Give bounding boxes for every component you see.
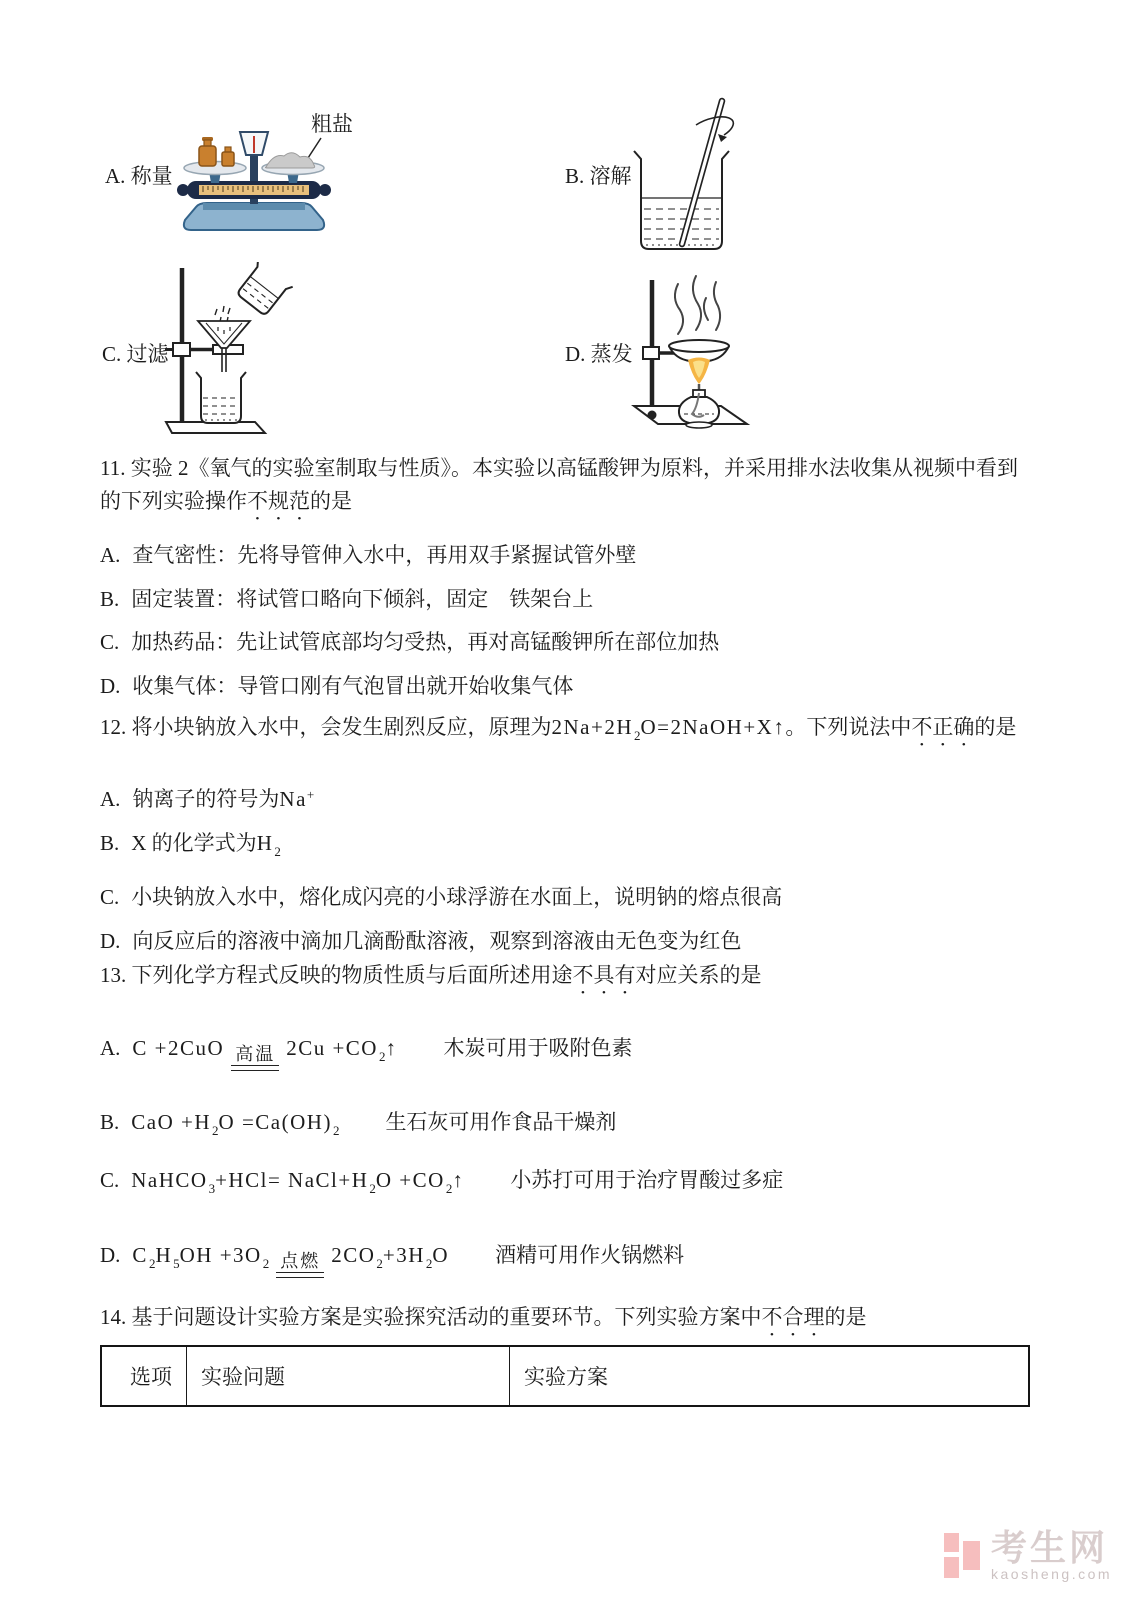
watermark xyxy=(944,1527,1113,1582)
evaporation-figure xyxy=(628,272,753,430)
question-12-option-c xyxy=(100,882,782,912)
option-label: B. xyxy=(100,587,120,611)
experiment-plan-table xyxy=(100,1345,1030,1407)
alcohol-lamp xyxy=(679,397,719,424)
option-label: C. xyxy=(100,1168,120,1192)
question-11-option-b xyxy=(100,584,593,614)
question-11-stem: 11. 实验 2《氧气的实验室制取与性质》。本实验以高锰酸钾为原料，并采用排水法收集从视频中看到的下列实验操作不规范的是 xyxy=(100,456,1018,513)
option-text: 收集气体：导管口刚有气泡冒出就开始收集气体 xyxy=(132,674,574,698)
figure-d-label: D. 蒸发 xyxy=(565,342,633,366)
question-14-stem: 14. 基于问题设计实验方案是实验探究活动的重要环节。下列实验方案中不合理的是 xyxy=(100,1305,867,1329)
question-11-option-d xyxy=(100,671,573,701)
option-text: X 的化学式为$H_2$ xyxy=(131,831,281,859)
option-text: 钠离子的符号为Na+ xyxy=(132,787,315,811)
question-12-option-d xyxy=(100,926,741,956)
table-header-plan: 实验方案 xyxy=(510,1346,1030,1406)
table-header-problem: 实验问题 xyxy=(187,1346,510,1406)
option-equation: $C_2H_5OH +3O_2$ 点燃 $2CO_2+3H_2O$ 酒精可用作火锅燃料 xyxy=(132,1243,684,1267)
pour-stream xyxy=(215,306,230,322)
question-12-option-b xyxy=(100,828,281,867)
option-label: C. xyxy=(100,630,120,654)
watermark-site-url: kaosheng.com xyxy=(991,1566,1113,1582)
table-header-row xyxy=(101,1346,1029,1406)
question-12-option-a xyxy=(100,780,314,814)
salt-pile xyxy=(265,153,314,168)
question-13-stem: 13. 下列化学方程式反映的物质性质与后面所述用途不具有对应关系的是 xyxy=(100,963,762,987)
salt-annotation: 粗盐 xyxy=(311,112,353,136)
pouring-beaker xyxy=(233,262,292,318)
option-label: A. xyxy=(100,543,121,567)
question-11-option-a xyxy=(100,540,636,570)
kaosheng-logo-icon xyxy=(944,1531,982,1581)
option-text: 加热药品：先让试管底部均匀受热，再对高锰酸钾所在部位加热 xyxy=(131,630,720,654)
option-label: B. xyxy=(100,1110,120,1134)
figure-c-label: C. 过滤 xyxy=(102,342,169,366)
figure-b-label: B. 溶解 xyxy=(565,164,632,188)
option-equation: NaHCO$_3$+HCl= $NaCl+H_2O$ $+CO_2↑$ 小苏打可用于治疗胃酸过多症 xyxy=(131,1168,784,1196)
option-label: C. xyxy=(100,885,120,909)
option-label: A. xyxy=(100,787,121,811)
option-label: A. xyxy=(100,1036,121,1060)
option-text: 向反应后的溶液中滴加几滴酚酞溶液，观察到溶液由无色变为红色 xyxy=(132,929,742,953)
question-13-option-c xyxy=(100,1165,783,1204)
clamp xyxy=(173,343,190,356)
option-equation: CaO $+H_2O =Ca(OH)_2$ 生石灰可用作食品干燥剂 xyxy=(131,1110,617,1138)
option-text: 查气密性：先将导管伸入水中，再用双手紧握试管外壁 xyxy=(132,543,637,567)
clamp xyxy=(643,347,659,359)
option-equation: C +2CuO 高温 $2Cu +CO_2↑$ 木炭可用于吸附色素 xyxy=(132,1036,632,1060)
question-13-option-a xyxy=(100,1033,632,1072)
filtration-figure xyxy=(158,262,303,435)
option-label: D. xyxy=(100,674,121,698)
option-label: D. xyxy=(100,929,121,953)
dissolving-beaker-figure xyxy=(630,95,735,257)
table-header-option: 选项 xyxy=(101,1346,187,1406)
question-13-option-d xyxy=(100,1240,684,1279)
option-label: B. xyxy=(100,831,120,855)
option-label: D. xyxy=(100,1243,121,1267)
question-13-option-b xyxy=(100,1107,616,1146)
figure-a-label: A. 称量 xyxy=(105,164,173,188)
question-12-stem: 12. 将小块钠放入水中，会发生剧烈反应，原理为$2Na+2H_2O=2NaOH+X↑$。下列说法中不正确的是 xyxy=(100,715,1017,743)
question-11-option-c xyxy=(100,627,719,657)
option-text: 小块钠放入水中，熔化成闪亮的小球浮游在水面上，说明钠的熔点很高 xyxy=(131,885,783,909)
salt-pointer-line xyxy=(308,138,321,158)
option-text: 固定装置：将试管口略向下倾斜，固定 铁架台上 xyxy=(131,587,594,611)
steam xyxy=(675,284,683,334)
watermark-site-name: 考生网 xyxy=(991,1527,1109,1568)
